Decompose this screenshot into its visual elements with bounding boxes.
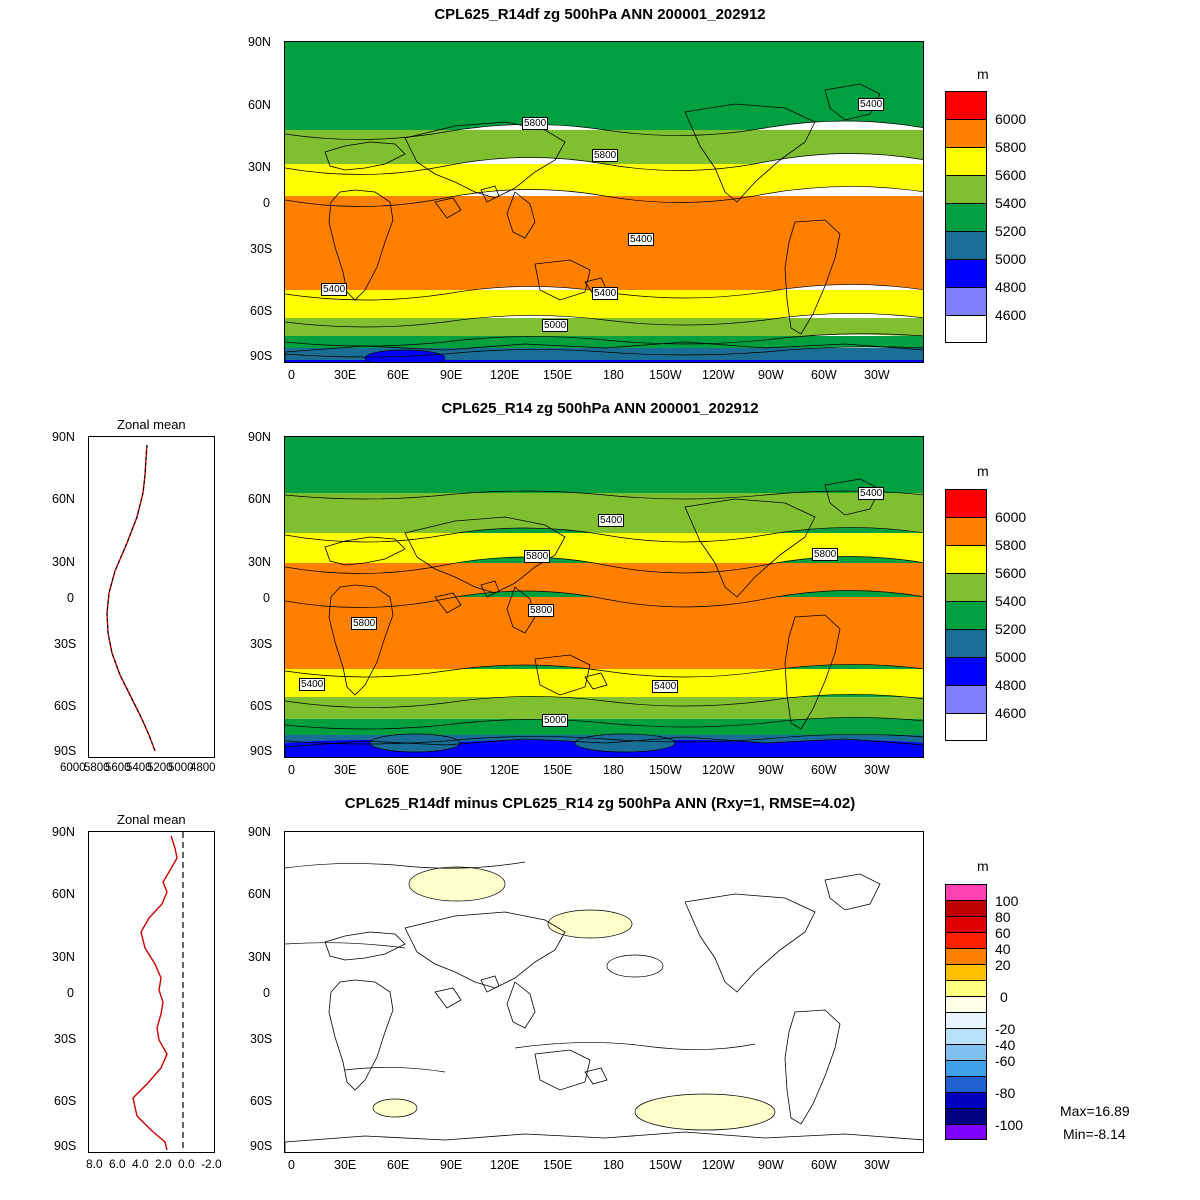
- panel-middle-title: CPL625_R14 zg 500hPa ANN 200001_202912: [441, 400, 759, 417]
- colorbar-label: 5400: [995, 593, 1027, 609]
- ytick-label: 30N: [248, 555, 271, 569]
- colorbar-swatch: [945, 231, 987, 259]
- panel-top-map: [284, 41, 924, 363]
- xtick-label: 120E: [490, 1158, 520, 1172]
- colorbar-swatch: [945, 685, 987, 713]
- zm-ytick-label: 30N: [52, 555, 75, 569]
- xtick-label: 90W: [758, 1158, 784, 1172]
- zm-xtick-label: 4800: [190, 762, 216, 774]
- xtick-label: 180: [603, 1158, 624, 1172]
- colorbar-swatch: [945, 573, 987, 601]
- ytick-label: 30N: [248, 160, 271, 174]
- panel-middle-map: [284, 436, 924, 758]
- colorbar-swatch: [945, 948, 987, 964]
- xtick-label: 0: [288, 763, 295, 777]
- contour-label: 5800: [530, 605, 553, 616]
- max-label: Max=16.89: [1060, 1103, 1130, 1119]
- colorbar-label: 6000: [995, 111, 1027, 127]
- colorbar-label: 20: [995, 957, 1011, 973]
- colorbar-swatch: [945, 517, 987, 545]
- colorbar-swatch: [945, 964, 987, 980]
- colorbar-swatch: [945, 713, 987, 741]
- colorbar-swatch: [945, 900, 987, 916]
- zm-xtick-label: 5800: [84, 762, 110, 774]
- xtick-label: 60E: [387, 763, 410, 777]
- min-label: Min=-8.14: [1063, 1126, 1126, 1142]
- contour-label: 5800: [526, 551, 549, 562]
- colorbar-label: 5600: [995, 565, 1027, 581]
- colorbar-label: 5000: [995, 649, 1027, 665]
- ytick-label: 60S: [250, 1094, 273, 1108]
- contour-label: 5400: [600, 515, 623, 526]
- colorbar-swatch: [945, 1124, 987, 1140]
- ytick-label: 60S: [250, 699, 273, 713]
- colorbar-swatch: [945, 489, 987, 517]
- zm-xtick-label: 0.0: [178, 1157, 195, 1171]
- colorbar-label: 60: [995, 925, 1011, 941]
- zonal-mean-plot-middle: [88, 436, 215, 758]
- xtick-label: 180: [603, 763, 624, 777]
- colorbar-swatch: [945, 545, 987, 573]
- xtick-label: 30W: [864, 763, 890, 777]
- zm-ytick-label: 30N: [52, 950, 75, 964]
- colorbar-swatch: [945, 601, 987, 629]
- ytick-label: 30S: [250, 637, 273, 651]
- colorbar-label: -80: [995, 1085, 1016, 1101]
- xtick-label: 90E: [440, 1158, 463, 1172]
- ytick-label: 60N: [248, 492, 271, 506]
- ytick-label: 90S: [250, 349, 273, 363]
- xtick-label: 120W: [702, 1158, 735, 1172]
- contour-label: 5800: [594, 150, 617, 161]
- ytick-label: 60S: [250, 304, 273, 318]
- colorbar-swatch: [945, 119, 987, 147]
- ytick-label: 90N: [248, 35, 271, 49]
- panel-top-title: CPL625_R14df zg 500hPa ANN 200001_202912: [434, 6, 766, 23]
- colorbar-swatch: [945, 203, 987, 231]
- colorbar-label: 0: [1000, 989, 1008, 1005]
- ytick-label: 90N: [248, 825, 271, 839]
- colorbar-swatch: [945, 1060, 987, 1076]
- colorbar-swatch: [945, 996, 987, 1012]
- colorbar-swatch: [945, 884, 987, 900]
- colorbar-label: -60: [995, 1053, 1016, 1069]
- colorbar-label: 4600: [995, 307, 1027, 323]
- colorbar-label: 40: [995, 941, 1011, 957]
- ytick-label: 0: [263, 591, 270, 605]
- zm-xtick-label: 4.0: [132, 1157, 149, 1171]
- colorbar-swatch: [945, 1028, 987, 1044]
- xtick-label: 90E: [440, 763, 463, 777]
- colorbar-swatch: [945, 1092, 987, 1108]
- contour-label: 5400: [301, 679, 324, 690]
- colorbar-label: 6000: [995, 509, 1027, 525]
- zm-ytick-label: 30S: [54, 637, 77, 651]
- zonal-mean-plot-bottom: [88, 831, 215, 1153]
- ytick-label: 30N: [248, 950, 271, 964]
- colorbar-label: 5000: [995, 251, 1027, 267]
- xtick-label: 120E: [490, 368, 520, 382]
- xtick-label: 120W: [702, 368, 735, 382]
- xtick-label: 150W: [649, 1158, 682, 1172]
- colorbar-swatch: [945, 287, 987, 315]
- zm-xtick-label: -2.0: [201, 1157, 222, 1171]
- xtick-label: 60W: [811, 763, 837, 777]
- contour-label: 5400: [630, 234, 653, 245]
- xtick-label: 30W: [864, 368, 890, 382]
- xtick-label: 150E: [543, 1158, 573, 1172]
- colorbar-label: 4800: [995, 677, 1027, 693]
- contour-label: 5400: [654, 681, 677, 692]
- ytick-label: 30S: [250, 1032, 273, 1046]
- colorbar-label: 100: [995, 893, 1019, 909]
- colorbar-swatch: [945, 175, 987, 203]
- colorbar-geopotential-middle: [945, 489, 987, 741]
- colorbar-swatch: [945, 91, 987, 119]
- panel-bottom-title: CPL625_R14df minus CPL625_R14 zg 500hPa ANN (Rxy=1, RMSE=4.02): [344, 795, 856, 812]
- ytick-label: 90N: [248, 430, 271, 444]
- xtick-label: 120E: [490, 763, 520, 777]
- zonal-mean-title-middle: Zonal mean: [117, 417, 186, 432]
- colorbar-unit: m: [977, 463, 989, 479]
- colorbar-swatch: [945, 1012, 987, 1028]
- panel-bottom-map: [284, 831, 924, 1153]
- colorbar-unit: m: [977, 858, 989, 874]
- zm-xtick-label: 5400: [126, 762, 152, 774]
- zm-ytick-label: 90S: [54, 744, 77, 758]
- colorbar-difference: [945, 884, 987, 1140]
- zm-ytick-label: 60N: [52, 492, 75, 506]
- colorbar-swatch: [945, 916, 987, 932]
- xtick-label: 150W: [649, 763, 682, 777]
- zm-ytick-label: 90N: [52, 430, 75, 444]
- xtick-label: 30E: [334, 368, 357, 382]
- colorbar-label: 5600: [995, 167, 1027, 183]
- colorbar-swatch: [945, 259, 987, 287]
- xtick-label: 150E: [543, 368, 573, 382]
- colorbar-geopotential: [945, 91, 987, 343]
- colorbar-swatch: [945, 1044, 987, 1060]
- ytick-label: 60N: [248, 887, 271, 901]
- zm-xtick-label: 8.0: [86, 1157, 103, 1171]
- zm-xtick-label: 6000: [60, 762, 86, 774]
- ytick-label: 60N: [248, 98, 271, 112]
- contour-label: 5400: [323, 284, 346, 295]
- xtick-label: 30W: [864, 1158, 890, 1172]
- ytick-label: 0: [263, 986, 270, 1000]
- colorbar-label: 4800: [995, 279, 1027, 295]
- colorbar-label: 5200: [995, 621, 1027, 637]
- contour-label: 5000: [544, 715, 567, 726]
- xtick-label: 90E: [440, 368, 463, 382]
- contour-label: 5400: [594, 288, 617, 299]
- xtick-label: 150W: [649, 368, 682, 382]
- xtick-label: 0: [288, 1158, 295, 1172]
- xtick-label: 30E: [334, 763, 357, 777]
- colorbar-label: -40: [995, 1037, 1016, 1053]
- colorbar-label: 4600: [995, 705, 1027, 721]
- colorbar-swatch: [945, 1108, 987, 1124]
- colorbar-label: 5200: [995, 223, 1027, 239]
- xtick-label: 30E: [334, 1158, 357, 1172]
- xtick-label: 60W: [811, 368, 837, 382]
- xtick-label: 120W: [702, 763, 735, 777]
- zm-ytick-label: 90S: [54, 1139, 77, 1153]
- contour-label: 5400: [860, 99, 883, 110]
- colorbar-swatch: [945, 1076, 987, 1092]
- zm-ytick-label: 60S: [54, 699, 77, 713]
- colorbar-swatch: [945, 315, 987, 343]
- zm-xtick-label: 5600: [105, 762, 131, 774]
- zm-ytick-label: 0: [67, 591, 74, 605]
- contour-label: 5000: [544, 320, 567, 331]
- xtick-label: 150E: [543, 763, 573, 777]
- xtick-label: 60E: [387, 368, 410, 382]
- zm-ytick-label: 60N: [52, 887, 75, 901]
- zm-ytick-label: 60S: [54, 1094, 77, 1108]
- xtick-label: 90W: [758, 368, 784, 382]
- colorbar-label: -100: [995, 1117, 1024, 1133]
- colorbar-swatch: [945, 147, 987, 175]
- zonal-mean-title-bottom: Zonal mean: [117, 812, 186, 827]
- zm-xtick-label: 6.0: [109, 1157, 126, 1171]
- ytick-label: 30S: [250, 242, 273, 256]
- xtick-label: 90W: [758, 763, 784, 777]
- contour-label: 5800: [353, 618, 376, 629]
- colorbar-label: 5400: [995, 195, 1027, 211]
- xtick-label: 0: [288, 368, 295, 382]
- xtick-label: 180: [603, 368, 624, 382]
- ytick-label: 0: [263, 196, 270, 210]
- zm-xtick-label: 2.0: [155, 1157, 172, 1171]
- colorbar-label: 5800: [995, 537, 1027, 553]
- zm-ytick-label: 0: [67, 986, 74, 1000]
- colorbar-swatch: [945, 932, 987, 948]
- colorbar-swatch: [945, 657, 987, 685]
- colorbar-label: 80: [995, 909, 1011, 925]
- contour-label: 5800: [524, 118, 547, 129]
- ytick-label: 90S: [250, 744, 273, 758]
- colorbar-swatch: [945, 629, 987, 657]
- contour-label: 5800: [814, 549, 837, 560]
- ytick-label: 90S: [250, 1139, 273, 1153]
- zm-ytick-label: 30S: [54, 1032, 77, 1046]
- xtick-label: 60E: [387, 1158, 410, 1172]
- colorbar-unit: m: [977, 66, 989, 82]
- zm-ytick-label: 90N: [52, 825, 75, 839]
- zm-xtick-label: 5000: [168, 762, 194, 774]
- colorbar-label: 5800: [995, 139, 1027, 155]
- zm-xtick-label: 5200: [147, 762, 173, 774]
- colorbar-label: -20: [995, 1021, 1016, 1037]
- contour-label: 5400: [860, 488, 883, 499]
- colorbar-swatch: [945, 980, 987, 996]
- xtick-label: 60W: [811, 1158, 837, 1172]
